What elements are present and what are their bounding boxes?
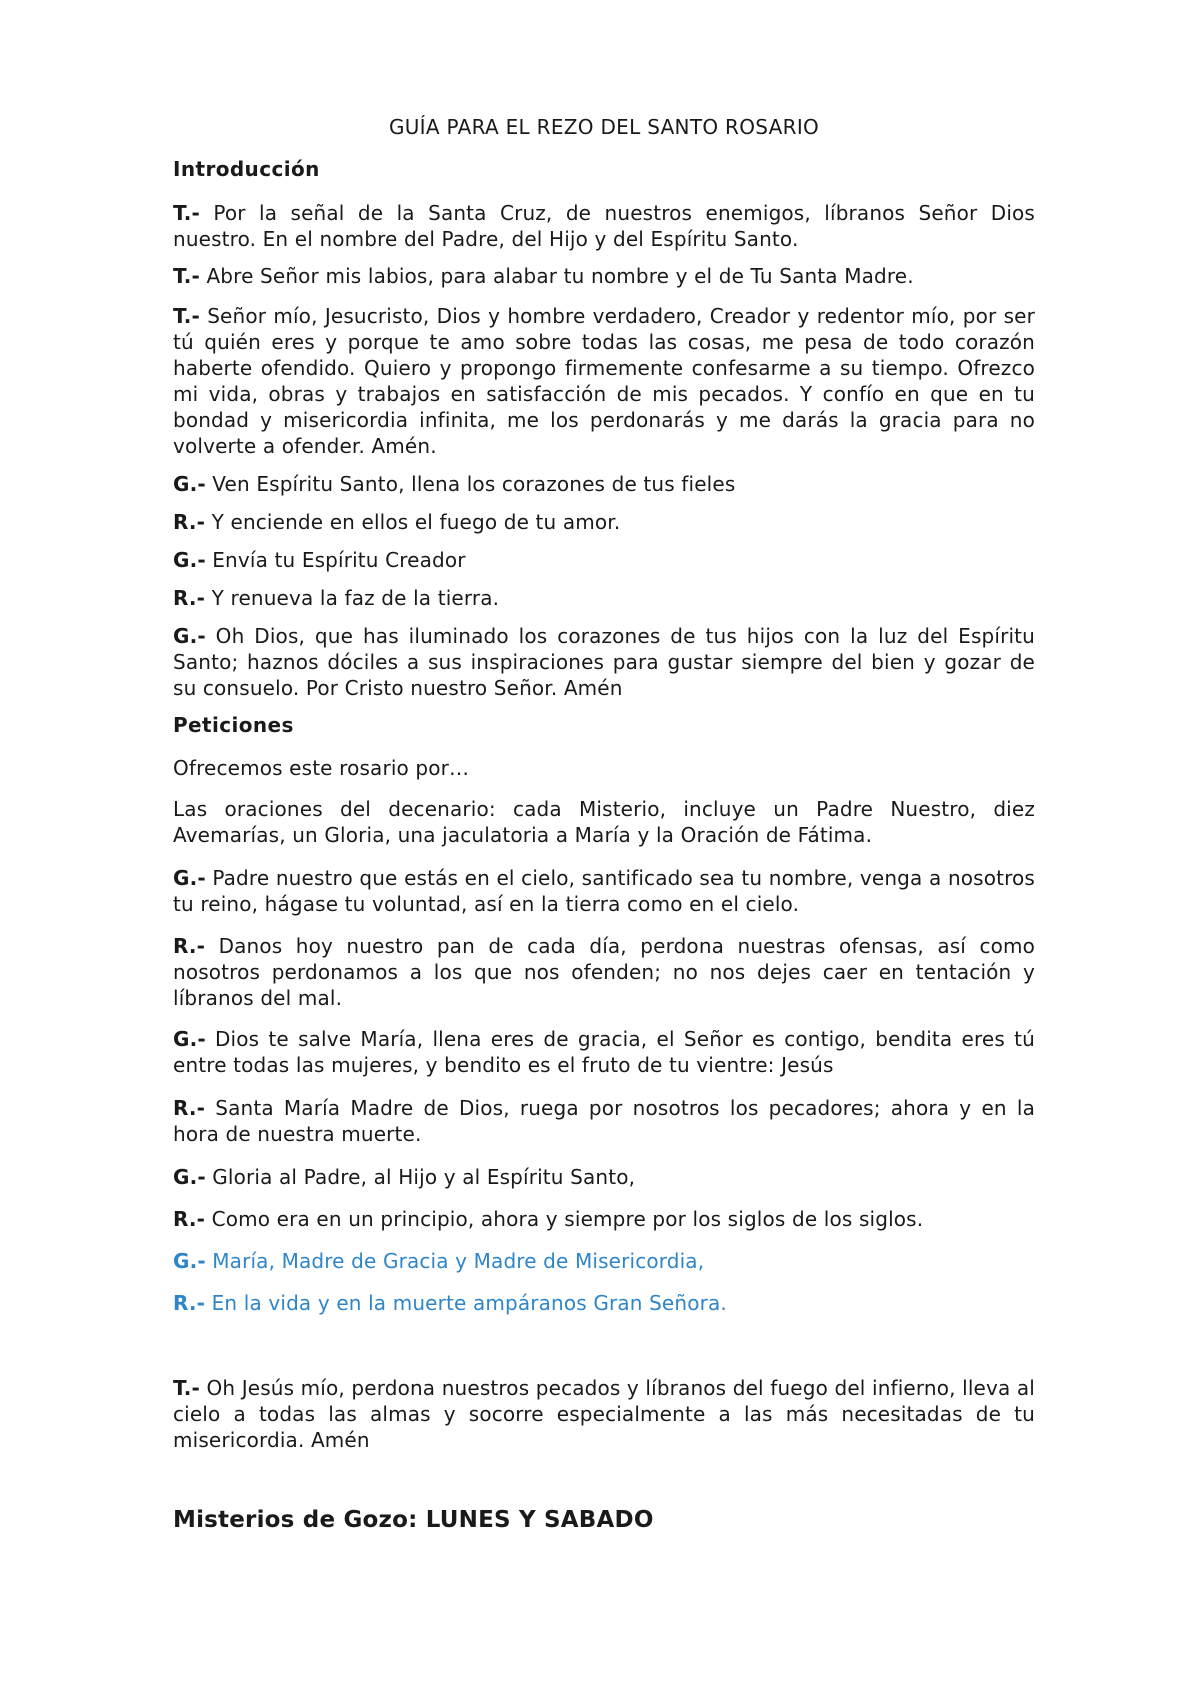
paragraph-text: Señor mío, Jesucristo, Dios y hombre verdadero, Creador y redentor mío, por ser tú quién eres y porque te amo sobre todas las cosas, me pesa de todo corazón haberte ofendido. Quiero y propongo firmemente confesarme a su tiempo. Ofrezco mi vida, obras y trabajos en satisfacción de mis pecados. Y confío en que en tu bondad y misericordia infinita, me los perdonarás y me darás la gracia para no volverte a ofender. Amén. <box>173 304 1035 458</box>
paragraph-text: Oh Jesús mío, perdona nuestros pecados y líbranos del fuego del infierno, lleva al cielo a todas las almas y socorre especialmente a las más necesitadas de tu misericordia. Amén <box>173 1376 1036 1452</box>
document-title: GUÍA PARA EL REZO DEL SANTO ROSARIO <box>388 115 820 139</box>
paragraph-text: Las oraciones del decenario: cada Misterio, incluye un Padre Nuestro, diez Avemarías, un Gloria, una jaculatoria a María y la Oración de Fátima. <box>173 797 1035 847</box>
paragraph-highlighted <box>173 1290 1035 1316</box>
speaker-prefix: G.- <box>173 866 206 890</box>
paragraph-text: Dios te salve María, llena eres de gracia, el Señor es contigo, bendita eres tú entre todas las mujeres, y bendito es el fruto de tu vientre: Jesús <box>173 1027 1035 1077</box>
paragraph-text: Abre Señor mis labios, para alabar tu nombre y el de Tu Santa Madre. <box>199 264 914 288</box>
speaker-prefix: T.- <box>173 201 200 225</box>
paragraph <box>173 1164 1035 1190</box>
speaker-prefix: R.- <box>173 510 206 534</box>
speaker-prefix: G.- <box>173 1027 206 1051</box>
paragraph <box>173 585 1035 611</box>
paragraph-text: Como era en un principio, ahora y siempre por los siglos de los siglos. <box>205 1207 924 1231</box>
paragraph <box>173 1026 1035 1078</box>
paragraph-text: Gloria al Padre, al Hijo y al Espíritu Santo, <box>205 1165 636 1189</box>
paragraph-text: Y enciende en ellos el fuego de tu amor. <box>205 510 621 534</box>
paragraph <box>173 1375 1035 1453</box>
speaker-prefix: G.- <box>173 1249 206 1273</box>
speaker-prefix: G.- <box>173 1165 206 1189</box>
paragraph-highlighted <box>173 1248 1035 1274</box>
paragraph <box>173 623 1035 701</box>
speaker-prefix: G.- <box>173 624 206 648</box>
paragraph-text: Ven Espíritu Santo, llena los corazones de tus fieles <box>205 472 736 496</box>
paragraph <box>173 471 1035 497</box>
speaker-prefix: T.- <box>173 264 200 288</box>
paragraph-text: Por la señal de la Santa Cruz, de nuestros enemigos, líbranos Señor Dios nuestro. En el nombre del Padre, del Hijo y del Espíritu Santo. <box>173 201 1035 251</box>
speaker-prefix: R.- <box>173 1207 206 1231</box>
speaker-prefix: R.- <box>173 934 206 958</box>
paragraph <box>173 865 1035 917</box>
paragraph-text: Y renueva la faz de la tierra. <box>205 586 500 610</box>
speaker-prefix: T.- <box>173 304 200 328</box>
paragraph <box>173 263 1035 289</box>
paragraph-text: Danos hoy nuestro pan de cada día, perdona nuestras ofensas, así como nosotros perdonamos a los que nos ofenden; no nos dejes caer en tentación y líbranos del mal. <box>173 934 1035 1010</box>
paragraph <box>173 796 1035 848</box>
paragraph <box>173 933 1035 1011</box>
paragraph <box>173 303 1035 459</box>
speaker-prefix: R.- <box>173 1291 206 1315</box>
speaker-prefix: G.- <box>173 472 206 496</box>
section-heading-introduccion: Introducción <box>173 157 320 181</box>
speaker-prefix: R.- <box>173 586 206 610</box>
paragraph-text: Ofrecemos este rosario por… <box>173 756 470 780</box>
paragraph-text: María, Madre de Gracia y Madre de Misericordia, <box>205 1249 705 1273</box>
paragraph <box>173 755 1035 781</box>
speaker-prefix: G.- <box>173 548 206 572</box>
paragraph-text: Oh Dios, que has iluminado los corazones de tus hijos con la luz del Espíritu Santo; haznos dóciles a sus inspiraciones para gustar siempre del bien y gozar de su consuelo. Por Cristo nuestro Señor. Amén <box>173 624 1035 700</box>
section-heading-peticiones: Peticiones <box>173 713 294 737</box>
paragraph <box>173 547 1035 573</box>
paragraph-text: Santa María Madre de Dios, ruega por nosotros los pecadores; ahora y en la hora de nuestra muerte. <box>173 1096 1035 1146</box>
section-heading-misterios: Misterios de Gozo: LUNES Y SABADO <box>173 1507 654 1533</box>
paragraph <box>173 1206 1035 1232</box>
paragraph <box>173 509 1035 535</box>
paragraph-text: Envía tu Espíritu Creador <box>205 548 466 572</box>
paragraph-text: En la vida y en la muerte ampáranos Gran Señora. <box>205 1291 727 1315</box>
paragraph <box>173 1095 1035 1147</box>
speaker-prefix: T.- <box>173 1376 200 1400</box>
paragraph <box>173 200 1035 252</box>
speaker-prefix: R.- <box>173 1096 206 1120</box>
paragraph-text: Padre nuestro que estás en el cielo, santificado sea tu nombre, venga a nosotros tu reino, hágase tu voluntad, así en la tierra como en el cielo. <box>173 866 1035 916</box>
